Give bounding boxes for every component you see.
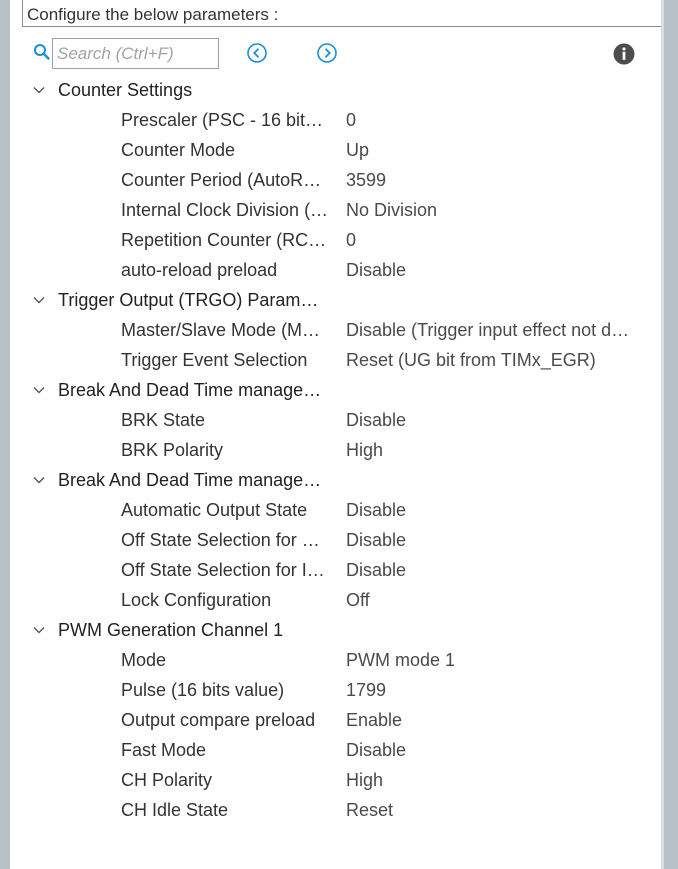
header-bar <box>22 0 663 27</box>
parameter-row[interactable] <box>10 345 661 375</box>
parameter-name: Off State Selection for … <box>121 530 320 550</box>
parameter-value[interactable]: No Division <box>346 200 438 220</box>
parameter-value[interactable]: Disable <box>346 500 407 520</box>
parameter-value[interactable]: 0 <box>346 110 357 130</box>
parameter-name: Off State Selection for I… <box>121 560 325 580</box>
left-panel-border <box>0 0 10 869</box>
parameter-name: Counter Mode <box>121 140 236 160</box>
info-icon[interactable] <box>613 43 635 65</box>
group-label: Break And Dead Time manage… <box>58 470 322 490</box>
chevron-down-icon[interactable] <box>32 383 46 397</box>
parameter-name: Pulse (16 bits value) <box>121 680 285 700</box>
parameter-value[interactable]: Enable <box>346 710 403 730</box>
parameter-name: Repetition Counter (RC… <box>121 230 327 250</box>
group-row[interactable] <box>10 375 661 405</box>
parameter-row[interactable] <box>10 405 661 435</box>
parameter-name: Lock Configuration <box>121 590 272 610</box>
parameter-row[interactable] <box>10 315 661 345</box>
parameter-value[interactable]: PWM mode 1 <box>346 650 456 670</box>
chevron-down-icon[interactable] <box>32 473 46 487</box>
parameter-name: Fast Mode <box>121 740 207 760</box>
parameter-row[interactable] <box>10 705 661 735</box>
parameter-name: Automatic Output State <box>121 500 308 520</box>
parameter-row[interactable] <box>10 555 661 585</box>
group-row[interactable] <box>10 615 661 645</box>
parameter-name: auto-reload preload <box>121 260 278 280</box>
parameter-row[interactable] <box>10 795 661 825</box>
group-row[interactable] <box>10 75 661 105</box>
parameter-row[interactable] <box>10 735 661 765</box>
group-row[interactable] <box>10 285 661 315</box>
parameter-row[interactable] <box>10 675 661 705</box>
parameter-row[interactable] <box>10 135 661 165</box>
parameter-name: Prescaler (PSC - 16 bit… <box>121 110 324 130</box>
parameter-settings-panel <box>10 0 661 869</box>
right-panel-border <box>661 0 664 869</box>
parameter-value[interactable]: Disable (Trigger input effect not d… <box>346 320 630 340</box>
parameter-value[interactable]: Reset (UG bit from TIMx_EGR) <box>346 350 596 370</box>
parameter-row[interactable] <box>10 645 661 675</box>
previous-match-button[interactable] <box>246 42 268 64</box>
parameter-value[interactable]: Disable <box>346 260 407 280</box>
parameter-row[interactable] <box>10 765 661 795</box>
group-row[interactable] <box>10 465 661 495</box>
parameter-value[interactable]: Disable <box>346 410 407 430</box>
parameter-row[interactable] <box>10 225 661 255</box>
parameter-value[interactable]: Disable <box>346 530 407 550</box>
parameter-row[interactable] <box>10 435 661 465</box>
parameter-name: Master/Slave Mode (M… <box>121 320 321 340</box>
parameter-name: Trigger Event Selection <box>121 350 308 370</box>
parameter-row[interactable] <box>10 585 661 615</box>
parameter-value[interactable]: Disable <box>346 560 407 580</box>
parameter-name: Output compare preload <box>121 710 316 730</box>
parameter-row[interactable] <box>10 195 661 225</box>
parameter-name: Mode <box>121 650 167 670</box>
parameter-value[interactable]: Off <box>346 590 370 610</box>
chevron-down-icon[interactable] <box>32 83 46 97</box>
search-input[interactable] <box>52 38 219 69</box>
parameter-name: Counter Period (AutoR… <box>121 170 322 190</box>
parameter-value[interactable]: 3599 <box>346 170 387 190</box>
parameter-name: BRK Polarity <box>121 440 224 460</box>
parameter-row[interactable] <box>10 165 661 195</box>
parameter-name: BRK State <box>121 410 206 430</box>
parameter-value[interactable]: High <box>346 440 384 460</box>
group-label: Break And Dead Time manage… <box>58 380 322 400</box>
parameter-value[interactable]: 0 <box>346 230 357 250</box>
search-icon[interactable] <box>33 43 51 61</box>
parameter-row[interactable] <box>10 105 661 135</box>
parameter-row[interactable] <box>10 255 661 285</box>
parameter-value[interactable]: Up <box>346 140 370 160</box>
parameter-name: CH Polarity <box>121 770 213 790</box>
parameter-row[interactable] <box>10 525 661 555</box>
chevron-down-icon[interactable] <box>32 623 46 637</box>
parameter-name: CH Idle State <box>121 800 229 820</box>
next-match-button[interactable] <box>316 42 338 64</box>
parameter-value[interactable]: Reset <box>346 800 394 820</box>
group-label: PWM Generation Channel 1 <box>58 620 284 640</box>
parameter-name: Internal Clock Division (… <box>121 200 329 220</box>
parameter-row[interactable] <box>10 495 661 525</box>
parameter-value[interactable]: 1799 <box>346 680 387 700</box>
group-label: Counter Settings <box>58 80 193 100</box>
parameter-value[interactable]: High <box>346 770 384 790</box>
group-label: Trigger Output (TRGO) Param… <box>58 290 319 310</box>
parameter-value[interactable]: Disable <box>346 740 407 760</box>
chevron-down-icon[interactable] <box>32 293 46 307</box>
header-title: Configure the below parameters : <box>27 5 279 24</box>
